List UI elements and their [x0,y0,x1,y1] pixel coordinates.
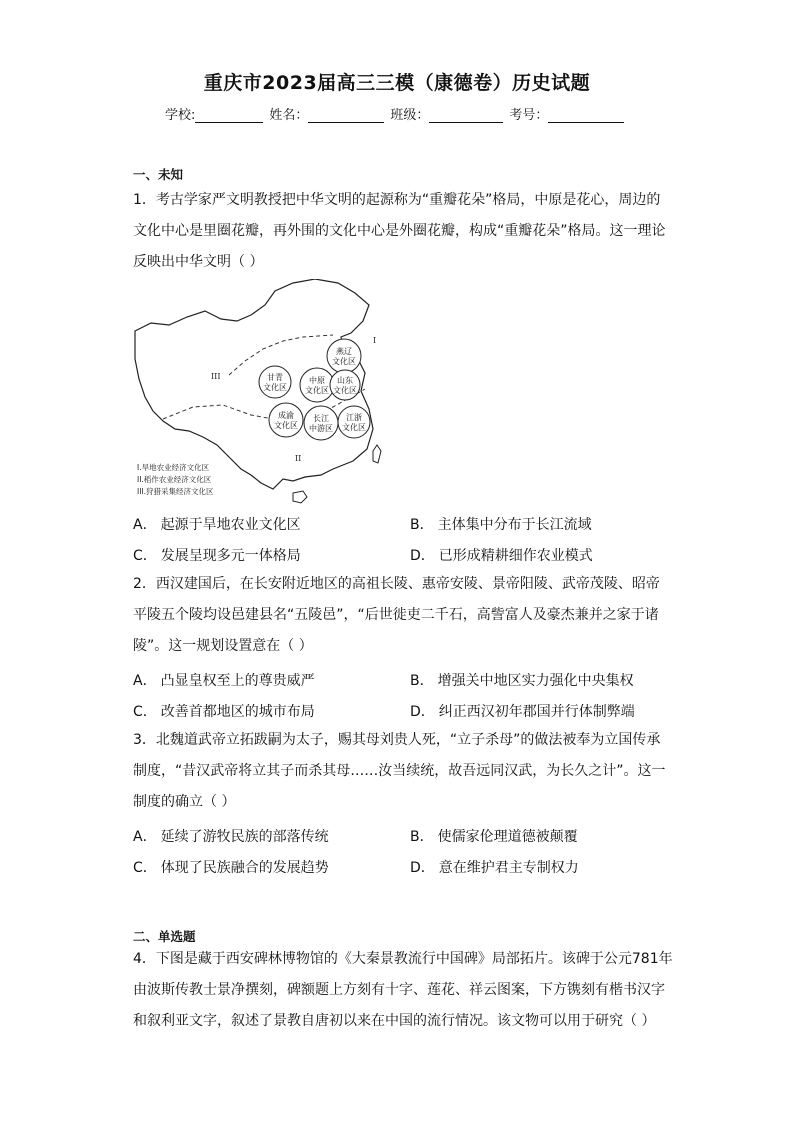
region-label-II: II [295,454,302,463]
class-label: 班级： [390,108,430,123]
q2-option-c[interactable]: C． 改善首都地区的城市布局 [133,704,315,720]
svg-text:甘青: 甘青 [267,373,283,382]
circle-jiangzhe [338,406,370,438]
svg-text:文化区: 文化区 [305,386,329,395]
section-heading-single-choice: 二、单选题 [133,929,196,944]
svg-text:中游区: 中游区 [309,424,333,433]
map-legend [137,462,214,496]
question-2-stem: 2．西汉建国后，在长安附近地区的高祖长陵、惠帝安陵、景帝阳陵、武帝茂陵、昭帝平陵五个陵均设邑建县名“五陵邑”，“后世徙吏二千石，高訾富人及豪杰兼并之家于诸陵”。这一规划设置意在（ ） [133,576,660,654]
svg-text:江浙: 江浙 [346,413,362,422]
exam-no-label: 考号： [509,108,549,123]
name-label: 姓名： [269,108,309,123]
q3-option-d[interactable]: D． 意在维护君主专制权力 [410,860,579,876]
svg-text:燕辽: 燕辽 [336,347,352,356]
q3-option-b[interactable]: B． 使儒家伦理道德被颠覆 [410,829,578,845]
legend-item-1: I.旱地农业经济文化区 [137,463,210,472]
circle-chengyu [269,403,303,437]
culture-region-map [133,279,383,507]
legend-item-3: III.狩猎采集经济文化区 [137,487,214,496]
q1-option-b[interactable]: B． 主体集中分布于长江流域 [410,517,592,533]
q3-option-c[interactable]: C． 体现了民族融合的发展趋势 [133,860,329,876]
svg-text:文化区: 文化区 [332,357,356,366]
svg-text:山东: 山东 [337,376,353,385]
q2-option-b[interactable]: B． 增强关中地区实力强化中央集权 [410,673,634,689]
svg-text:文化区: 文化区 [333,386,357,395]
q2-option-a[interactable]: A． 凸显皇权至上的尊贵威严 [133,673,315,689]
region-label-III: III [211,372,221,381]
q1-option-d[interactable]: D． 已形成精耕细作农业模式 [410,548,593,564]
svg-text:文化区: 文化区 [263,383,287,392]
svg-text:成渝: 成渝 [278,411,294,420]
svg-text:中原: 中原 [309,376,325,385]
q2-option-d[interactable]: D． 纠正西汉初年郡国并行体制弊端 [410,704,635,720]
svg-text:文化区: 文化区 [342,423,366,432]
exam-no-field[interactable] [548,108,624,123]
circle-shandong [330,370,360,400]
svg-text:文化区: 文化区 [274,421,298,430]
section-heading-unknown: 一、未知 [133,167,184,182]
region-label-I: I [373,336,377,345]
q1-option-a[interactable]: A． 起源于旱地农业文化区 [133,517,301,533]
student-info-line [165,104,630,123]
legend-item-2: II.稻作农业经济文化区 [137,475,212,484]
circle-ganqing [259,366,291,398]
svg-text:长江: 长江 [313,414,329,423]
circle-yanliao [327,339,361,373]
taiwan-island [373,445,381,463]
question-1-stem: 1．考古学家严文明教授把中华文明的起源称为“重瓣花朵”格局，中原是花心，周边的文化中心是里圈花瓣，再外围的文化中心是外圈花瓣，构成“重瓣花朵”格局。这一理论反映出中华文明（ ） [133,192,666,270]
school-field[interactable] [195,108,263,123]
q1-option-c[interactable]: C． 发展呈现多元一体格局 [133,548,301,564]
page-title: 重庆市2023届高三三模（康德卷）历史试题 [203,72,591,94]
circle-zhongyuan [300,368,334,402]
question-4-stem: 4．下图是藏于西安碑林博物馆的《大秦景教流行中国碑》局部拓片。该碑于公元781年由波斯传教士景净撰刻，碑额题上方刻有十字、莲花、祥云图案，下方镌刻有楷书汉字和叙利亚文字，叙述了景教自唐初以来在中国的流行情况。该文物可以用于研究（ ） [133,951,673,1029]
question-3-stem: 3．北魏道武帝立拓跋嗣为太子，赐其母刘贵人死，“立子杀母”的做法被奉为立国传承制度，“昔汉武帝将立其子而杀其母……汝当续统，故吾远同汉武，为长久之计”。这一制度的确立（ ） [133,732,666,810]
q3-option-a[interactable]: A． 延续了游牧民族的部落传统 [133,829,329,845]
circle-changjiang [304,406,338,440]
class-field[interactable] [429,108,503,123]
hainan-island [293,491,307,503]
school-label: 学校: [165,108,196,123]
name-field[interactable] [308,108,384,123]
